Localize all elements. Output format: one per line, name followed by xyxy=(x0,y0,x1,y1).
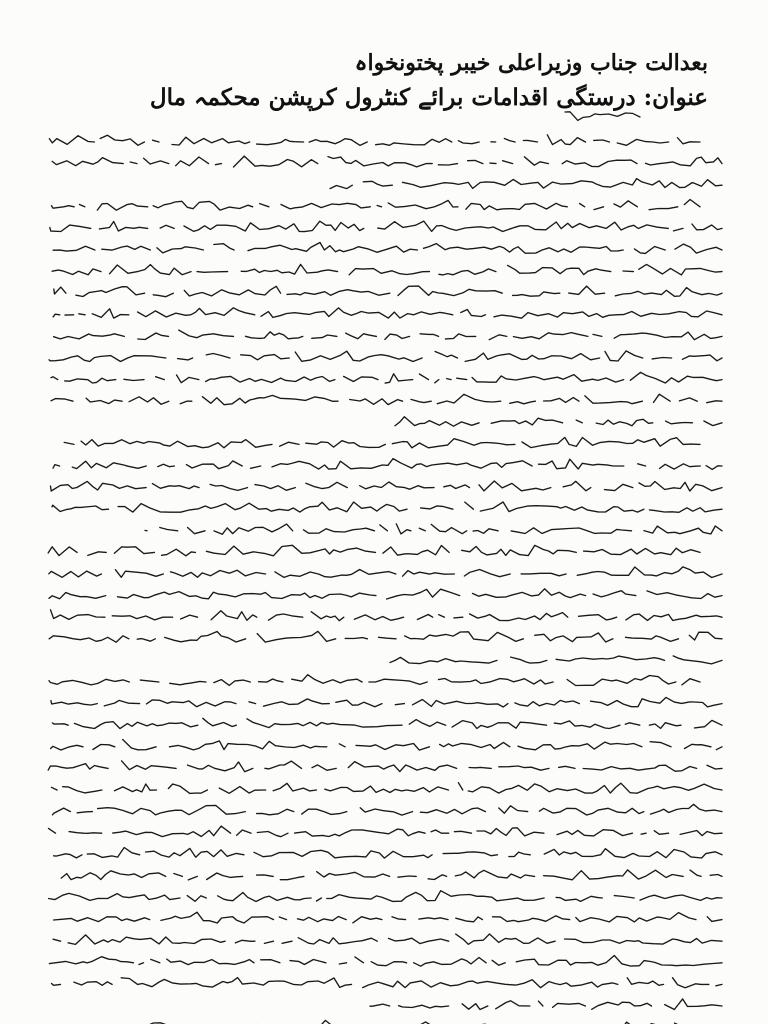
body-line-6 xyxy=(53,243,722,254)
body-line-18 xyxy=(52,502,722,512)
body-line-9 xyxy=(53,308,722,318)
body-line-39 xyxy=(49,956,722,967)
body-line-32 xyxy=(53,804,723,815)
body-line-28 xyxy=(52,718,722,728)
body-line-37 xyxy=(54,912,722,923)
body-line-12 xyxy=(51,372,722,383)
body-line-11 xyxy=(49,351,722,362)
body-line-30 xyxy=(48,761,722,772)
body-line-38 xyxy=(53,934,722,944)
body-line-19 xyxy=(145,524,722,534)
body-line-22 xyxy=(49,589,722,599)
body-line-36 xyxy=(49,891,722,902)
body-line-29 xyxy=(51,740,722,751)
body-line-26 xyxy=(49,675,700,686)
body-line-3 xyxy=(330,179,722,189)
body-line-1 xyxy=(49,135,700,146)
body-line-14 xyxy=(395,417,722,427)
body-line-25 xyxy=(390,656,722,664)
body-line-24 xyxy=(49,631,722,642)
body-line-23 xyxy=(51,610,723,621)
body-line-4 xyxy=(52,200,701,211)
body-line-33 xyxy=(49,826,723,837)
addressee-line: بعدالت جناب وزیراعلی خیبر پختونخواہ xyxy=(354,50,708,76)
body-line-5 xyxy=(50,221,722,232)
body-line-35 xyxy=(49,870,722,880)
body-line-31 xyxy=(51,783,722,794)
body-line-7 xyxy=(52,264,722,275)
body-line-34 xyxy=(54,848,722,859)
body-line-20 xyxy=(48,545,700,556)
body-line-41 xyxy=(370,999,722,1010)
body-line-42 xyxy=(68,1020,700,1024)
body-line-40 xyxy=(52,978,723,988)
subject-line: عنوان: درستگی اقدامات برائے کنٹرول کرپشن محکمہ مال xyxy=(149,84,708,111)
body-line-13 xyxy=(51,394,722,405)
body-line-27 xyxy=(51,697,722,707)
body-line-17 xyxy=(51,481,723,491)
body-line-2 xyxy=(52,156,722,167)
body-line-15 xyxy=(52,437,700,447)
body-line-8 xyxy=(54,286,722,297)
greeting-line xyxy=(565,112,640,121)
body-line-21 xyxy=(49,567,722,578)
body-line-10 xyxy=(54,330,722,340)
body-line-16 xyxy=(53,459,722,470)
